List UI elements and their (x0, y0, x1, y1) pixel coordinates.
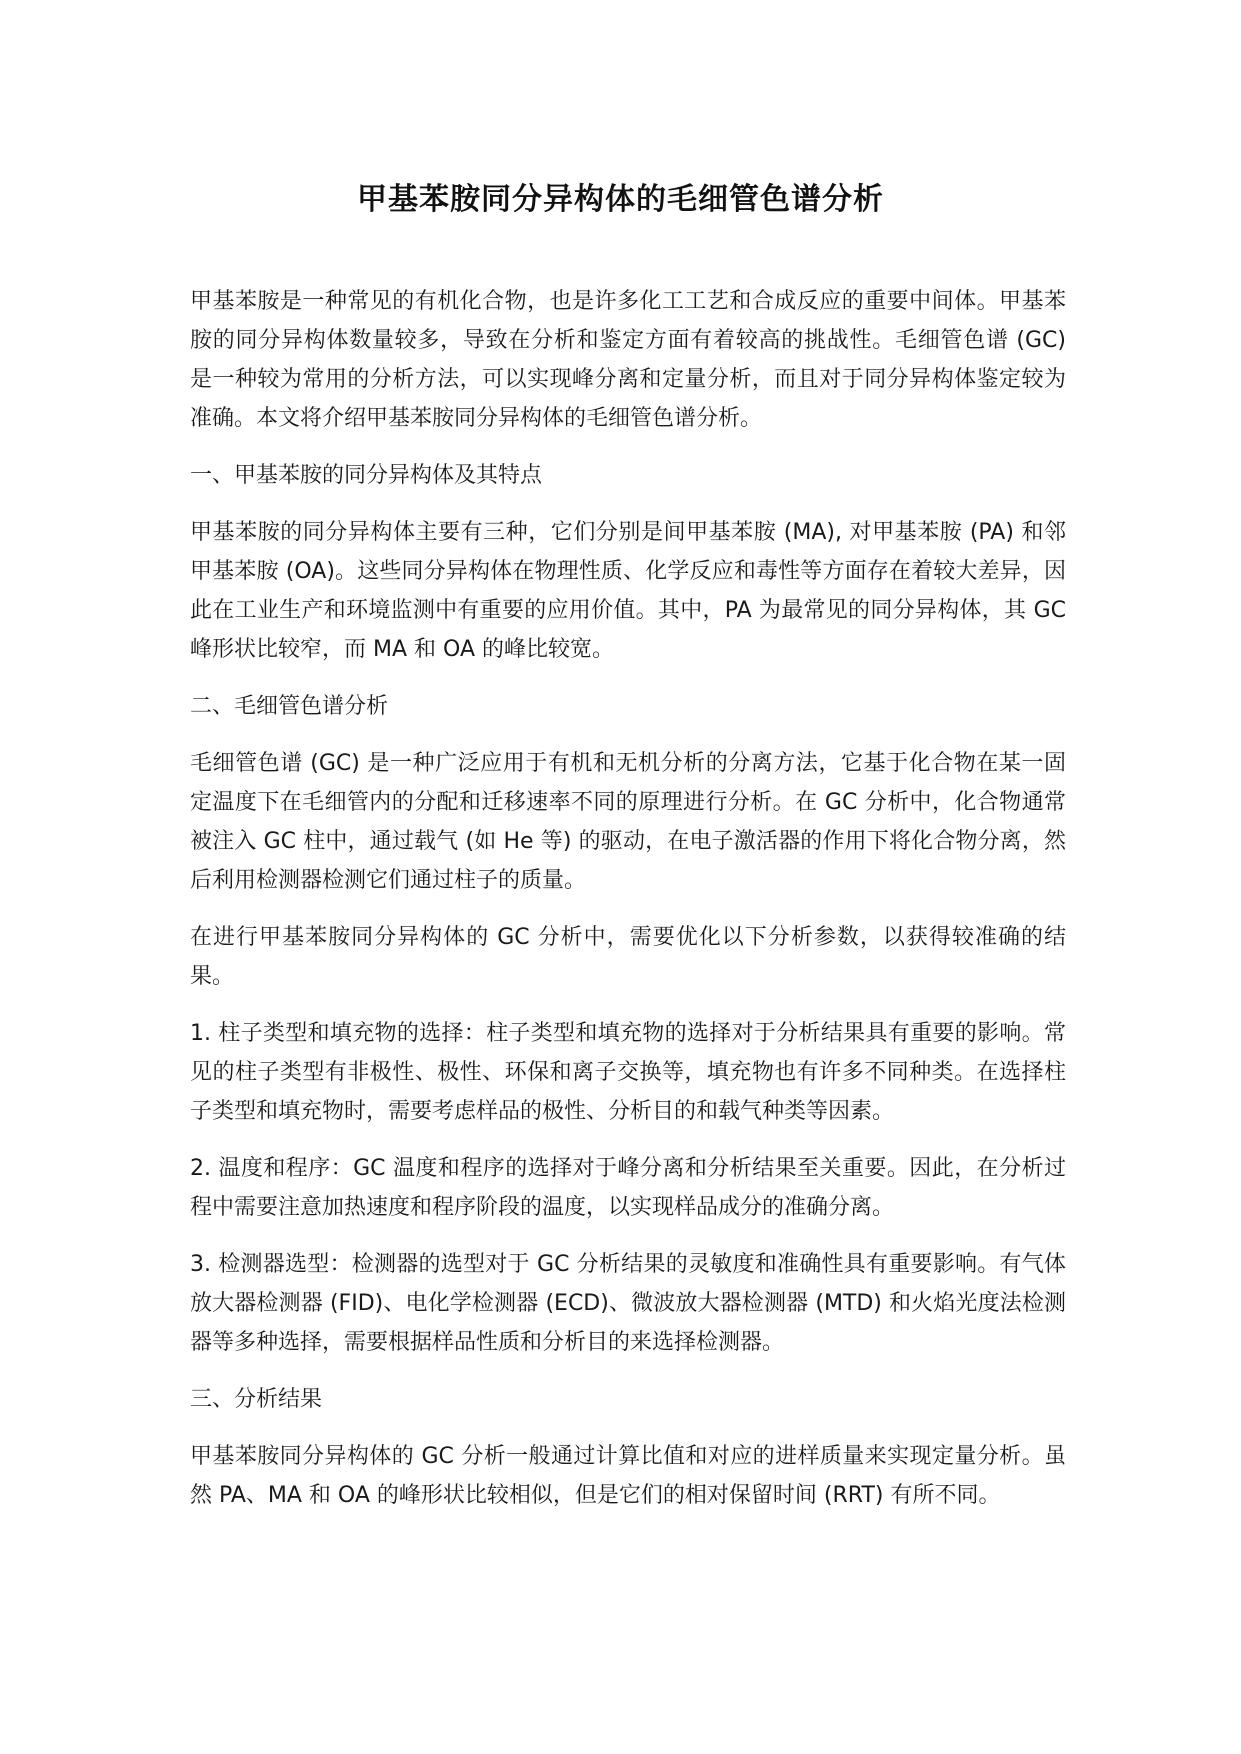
intro-paragraph: 甲基苯胺是一种常见的有机化合物，也是许多化工工艺和合成反应的重要中间体。甲基苯胺的同分异构体数量较多，导致在分析和鉴定方面有着较高的挑战性。毛细管色谱 (GC) 是一种较为常用的分析方法，可以实现峰分离和定量分析，而且对于同分异构体鉴定较为准确。本文将介绍甲基苯胺同分异构体的毛细管色谱分析。 (190, 289, 1066, 431)
column-selection-paragraph: 1. 柱子类型和填充物的选择：柱子类型和填充物的选择对于分析结果具有重要的影响。常见的柱子类型有非极性、极性、环保和离子交换等，填充物也有许多不同种类。在选择柱子类型和填充物时，需要考虑样品的极性、分析目的和载气种类等因素。 (190, 1021, 1066, 1124)
temperature-program-paragraph: 2. 温度和程序：GC 温度和程序的选择对于峰分离和分析结果至关重要。因此，在分析过程中需要注意加热速度和程序阶段的温度，以实现样品成分的准确分离。 (190, 1156, 1066, 1220)
page-title: 甲基苯胺同分异构体的毛细管色谱分析 (357, 182, 884, 217)
section-heading-1: 一、甲基苯胺的同分异构体及其特点 (190, 463, 543, 488)
results-paragraph: 甲基苯胺同分异构体的 GC 分析一般通过计算比值和对应的进样质量来实现定量分析。虽然 PA、MA 和 OA 的峰形状比较相似，但是它们的相对保留时间 (RRT) 有所不同。 (190, 1444, 1066, 1508)
section-heading-2: 二、毛细管色谱分析 (190, 694, 389, 719)
parameters-intro-paragraph: 在进行甲基苯胺同分异构体的 GC 分析中，需要优化以下分析参数，以获得较准确的结果。 (190, 925, 1066, 989)
isomers-paragraph: 甲基苯胺的同分异构体主要有三种，它们分别是间甲基苯胺 (MA), 对甲基苯胺 (PA) 和邻甲基苯胺 (OA)。这些同分异构体在物理性质、化学反应和毒性等方面存在着较大差异，因此在工业生产和环境监测中有重要的应用价值。其中，PA 为最常见的同分异构体，其 GC 峰形状比较窄，而 MA 和 OA 的峰比较宽。 (190, 520, 1066, 662)
detector-selection-paragraph: 3. 检测器选型：检测器的选型对于 GC 分析结果的灵敏度和准确性具有重要影响。有气体放大器检测器 (FID)、电化学检测器 (ECD)、微波放大器检测器 (MTD) 和火焰光度法检测器等多种选择，需要根据样品性质和分析目的来选择检测器。 (190, 1252, 1066, 1355)
document-body (190, 282, 1066, 1533)
section-heading-3: 三、分析结果 (190, 1387, 323, 1412)
gc-principle-paragraph: 毛细管色谱 (GC) 是一种广泛应用于有机和无机分析的分离方法，它基于化合物在某一固定温度下在毛细管内的分配和迁移速率不同的原理进行分析。在 GC 分析中，化合物通常被注入 GC 柱中，通过载气 (如 He 等) 的驱动，在电子激活器的作用下将化合物分离，然后利用检测器检测它们通过柱子的质量。 (190, 751, 1066, 893)
